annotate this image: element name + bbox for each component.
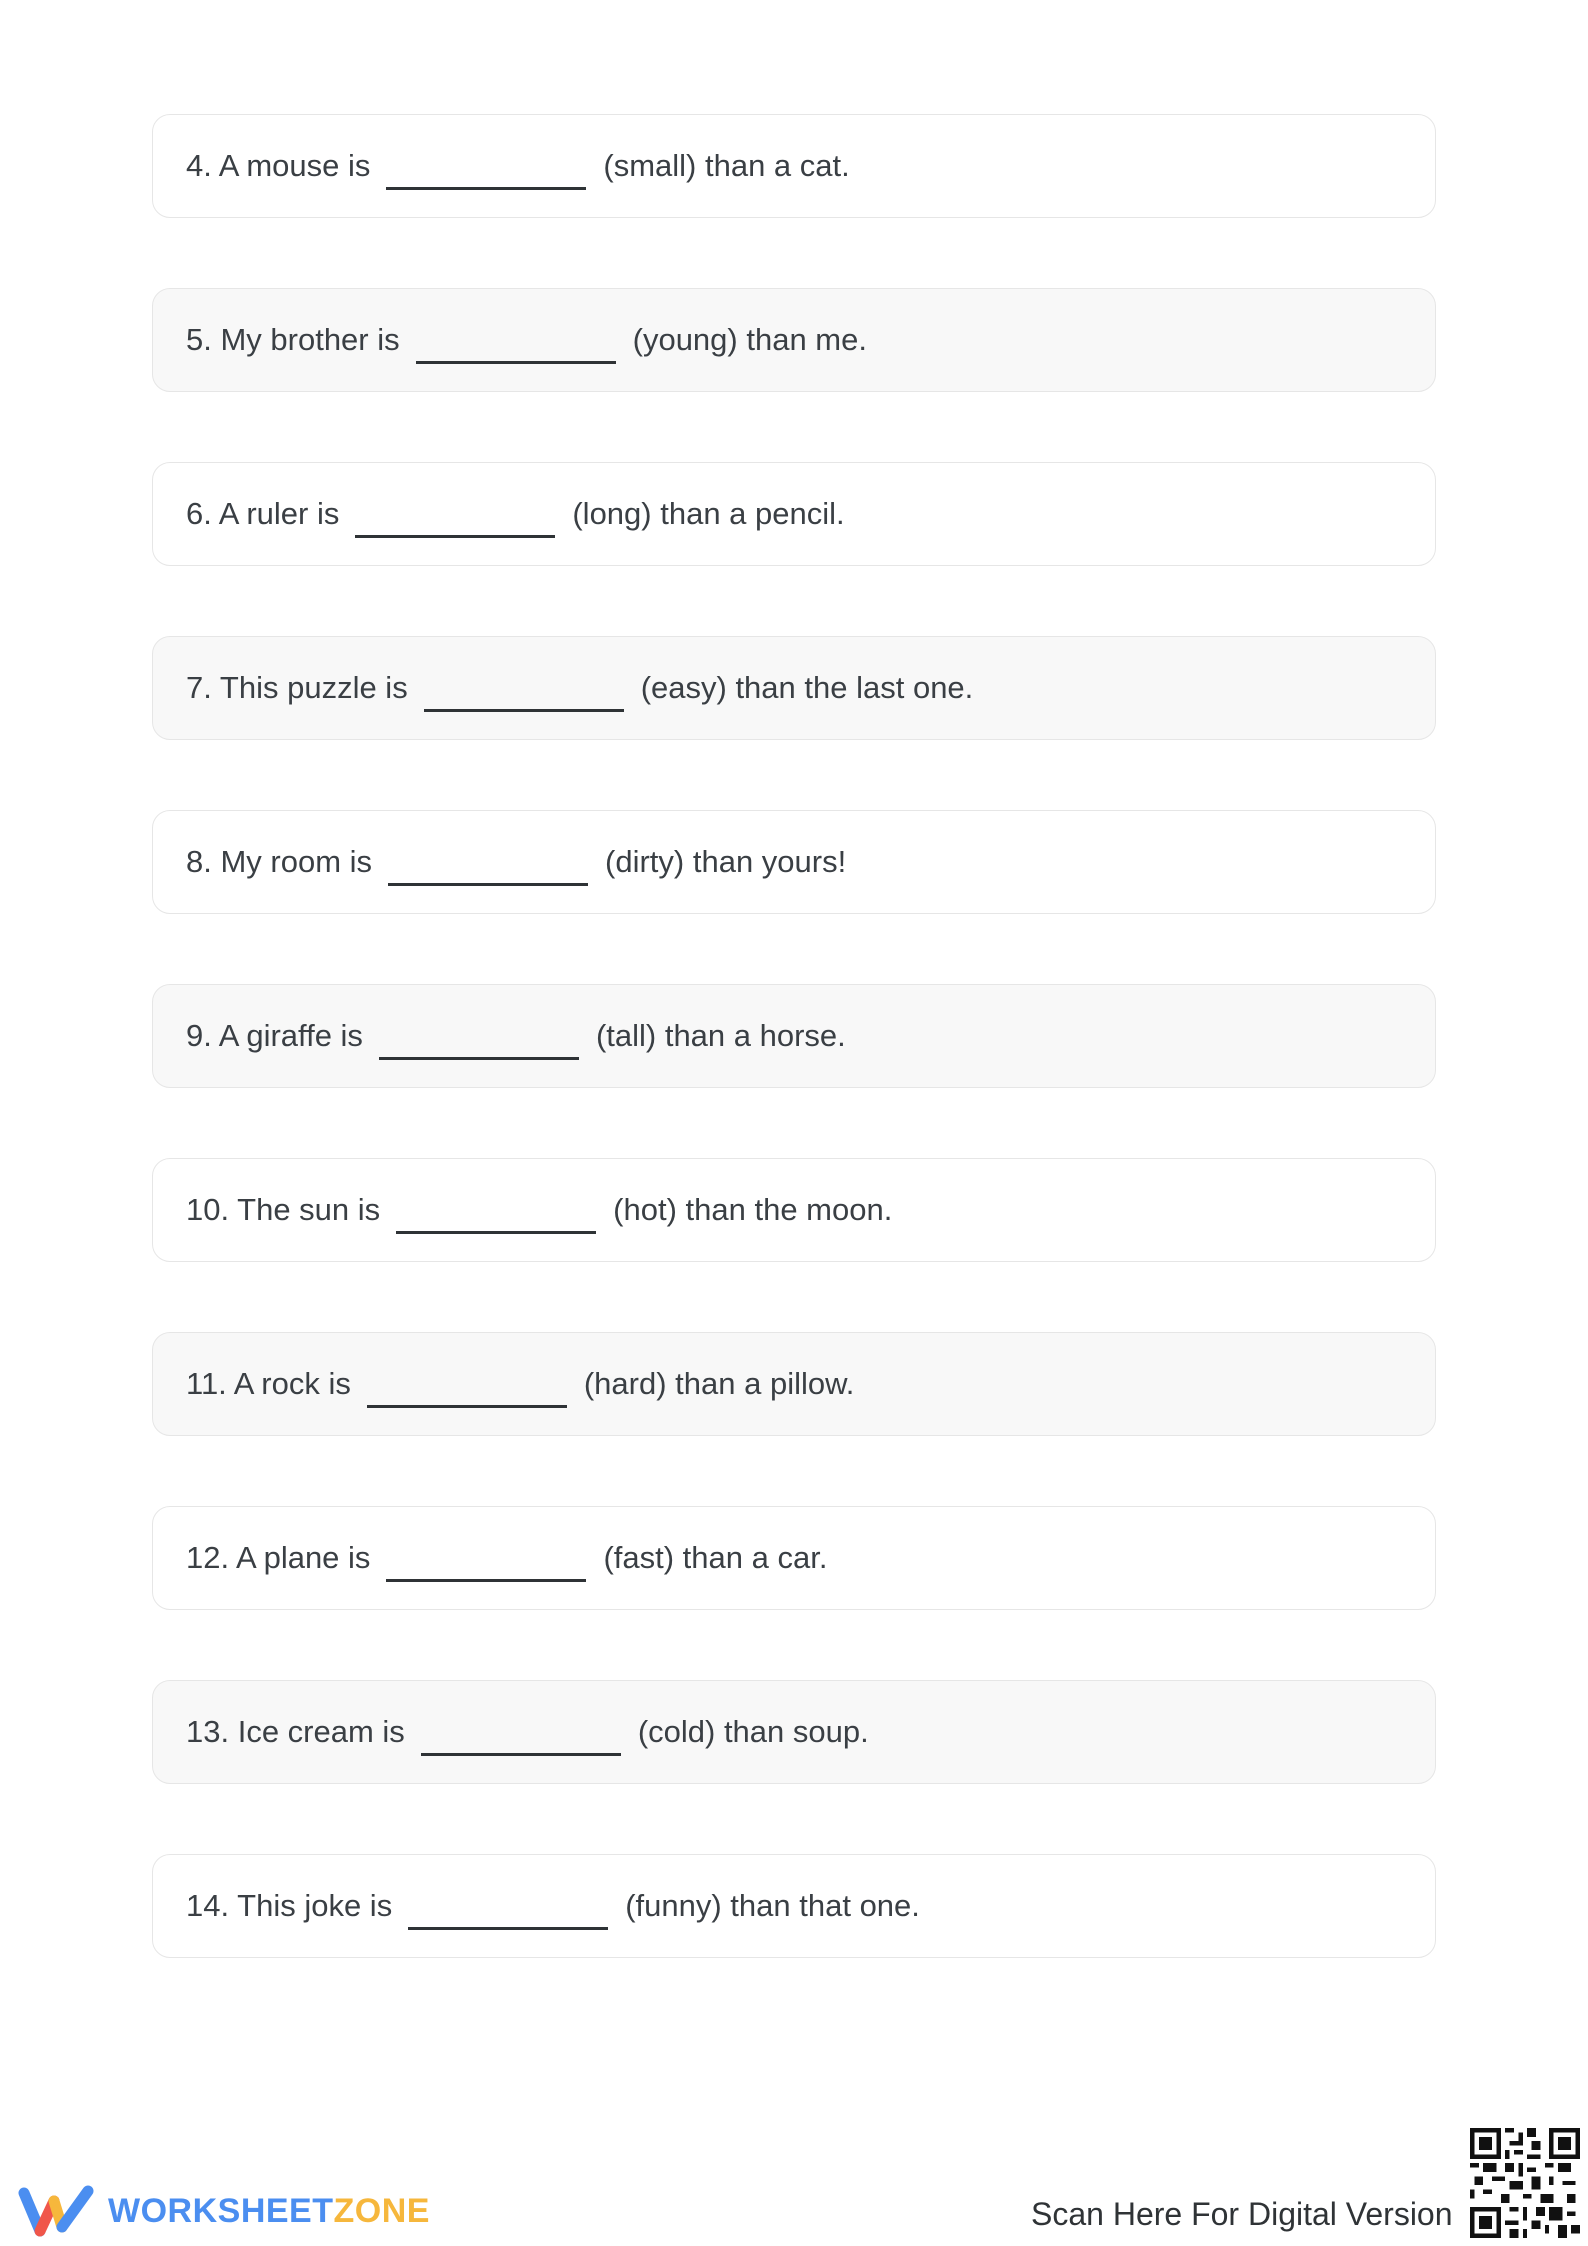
question-suffix: (cold) than soup. [637,1714,869,1749]
question-prefix: 12. A plane is [186,1540,371,1575]
question-row [152,810,1436,914]
answer-blank[interactable] [386,187,586,190]
logo-text-zone: ZONE [333,2191,430,2230]
answer-blank[interactable] [386,1579,586,1582]
question-suffix: (easy) than the last one. [640,670,974,705]
question-row [152,114,1436,218]
question-suffix: (long) than a pencil. [572,496,845,531]
question-row [152,636,1436,740]
scan-here-text: Scan Here For Digital Version [1031,2196,1453,2232]
logo-text-worksheet: WORKSHEET [108,2191,334,2230]
question-suffix: (hard) than a pillow. [583,1366,855,1401]
question-prefix: 7. This puzzle is [186,670,408,705]
answer-blank[interactable] [379,1057,579,1060]
answer-blank[interactable] [416,361,616,364]
question-prefix: 6. A ruler is [186,496,340,531]
question-row [152,462,1436,566]
question-row [152,984,1436,1088]
answer-blank[interactable] [424,709,624,712]
question-suffix: (young) than me. [632,322,867,357]
question-prefix: 4. A mouse is [186,148,371,183]
question-prefix: 8. My room is [186,844,373,879]
question-suffix: (fast) than a car. [603,1540,828,1575]
question-suffix: (hot) than the moon. [613,1192,893,1227]
question-suffix: (small) than a cat. [603,148,850,183]
question-suffix: (dirty) than yours! [605,844,847,879]
question-row [152,1506,1436,1610]
answer-blank[interactable] [421,1753,621,1756]
worksheetzone-logo[interactable] [18,2183,430,2239]
question-prefix: 13. Ice cream is [186,1714,405,1749]
question-row [152,1854,1436,1958]
answer-blank[interactable] [408,1927,608,1930]
question-row [152,1158,1436,1262]
question-prefix: 14. This joke is [186,1888,393,1923]
question-row [152,288,1436,392]
question-prefix: 10. The sun is [186,1192,381,1227]
question-prefix: 5. My brother is [186,322,400,357]
qr-code-icon[interactable] [1470,2128,1580,2238]
question-list [152,114,1436,2028]
answer-blank[interactable] [396,1231,596,1234]
question-row [152,1332,1436,1436]
question-prefix: 11. A rock is [186,1366,351,1401]
answer-blank[interactable] [367,1405,567,1408]
worksheetzone-logo-icon [18,2183,94,2239]
question-prefix: 9. A giraffe is [186,1018,363,1053]
question-suffix: (funny) than that one. [625,1888,920,1923]
answer-blank[interactable] [355,535,555,538]
question-row [152,1680,1436,1784]
logo-text [108,2192,430,2231]
answer-blank[interactable] [388,883,588,886]
question-suffix: (tall) than a horse. [595,1018,846,1053]
